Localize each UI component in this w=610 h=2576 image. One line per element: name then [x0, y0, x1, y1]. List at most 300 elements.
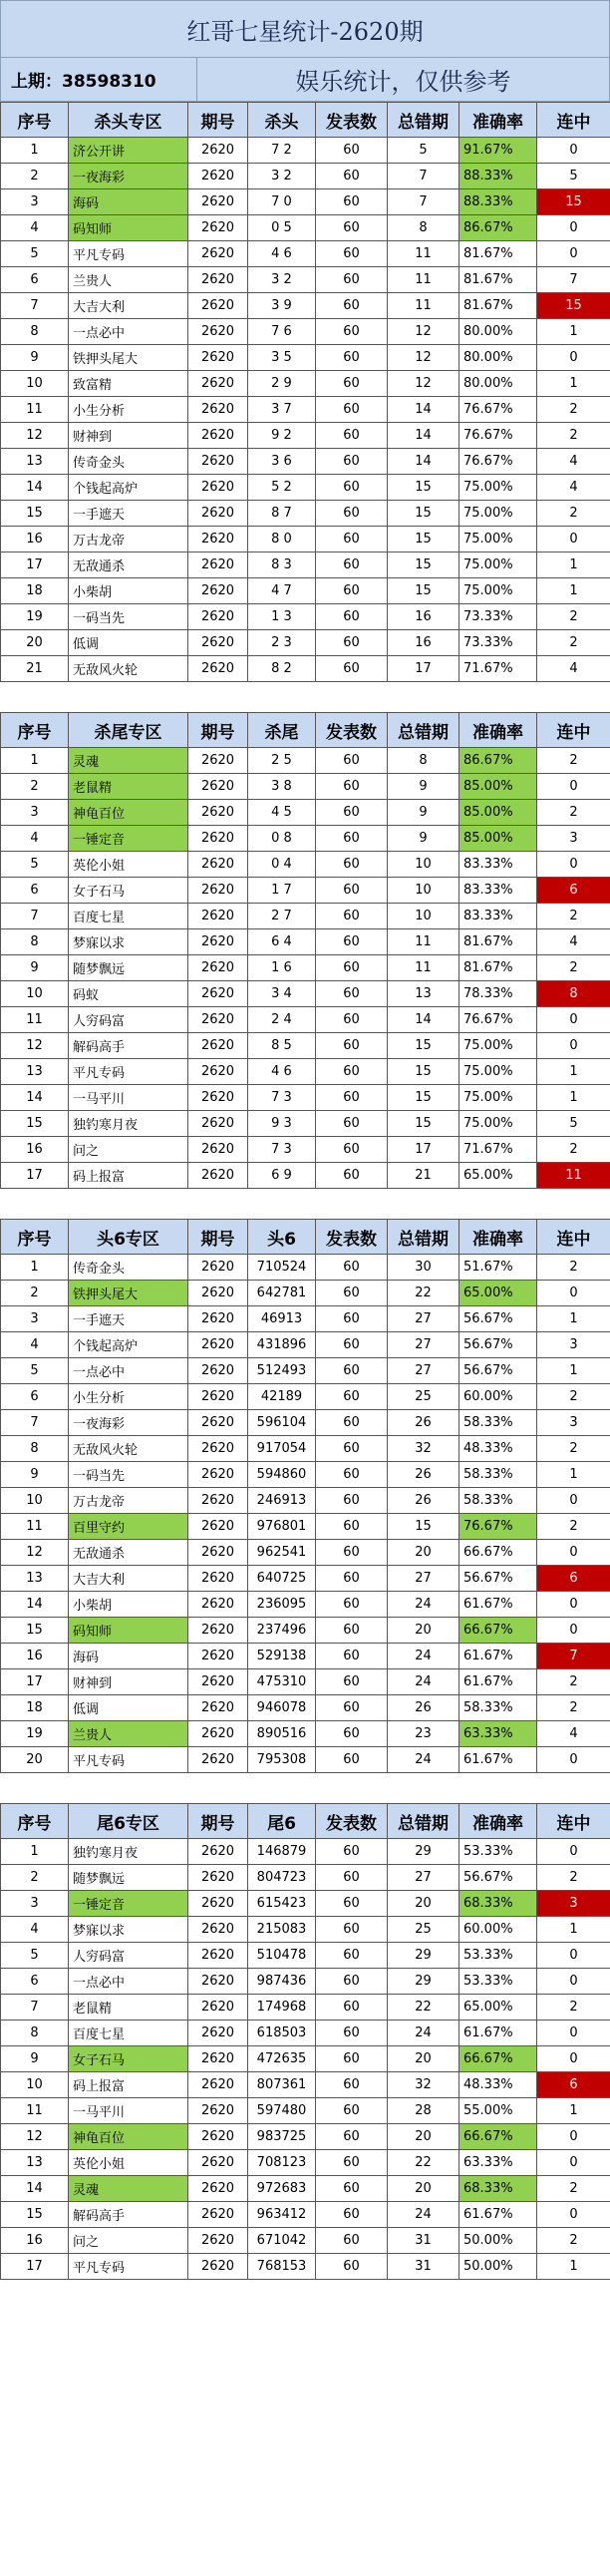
header-zone: 尾6专区: [69, 1804, 188, 1839]
table-row: [1, 852, 610, 878]
cell-count: 60: [316, 904, 388, 929]
cell-value: 510478: [248, 1943, 316, 1969]
table-row: [1, 774, 610, 800]
cell-count: 60: [316, 1839, 388, 1865]
cell-value: 246913: [248, 1488, 316, 1514]
cell-count: 60: [316, 1669, 388, 1695]
cell-streak: 1: [537, 2098, 610, 2124]
cell-errors: 27: [388, 1566, 459, 1592]
table-row: [1, 1007, 610, 1033]
section-gap: [0, 1189, 610, 1219]
cell-streak: 1: [537, 1462, 610, 1488]
cell-no: 8: [1, 929, 69, 955]
cell-accuracy: 83.33%: [459, 878, 537, 904]
cell-streak: 2: [537, 501, 610, 527]
cell-errors: 21: [388, 1163, 459, 1189]
cell-no: 3: [1, 189, 69, 215]
cell-value: 0 4: [248, 852, 316, 878]
cell-period: 2620: [188, 1995, 248, 2021]
cell-name: 无敌通杀: [69, 552, 188, 578]
cell-period: 2620: [188, 1540, 248, 1566]
header-no: 序号: [1, 1220, 69, 1255]
cell-streak: 0: [537, 1540, 610, 1566]
header-no: 序号: [1, 713, 69, 748]
cell-value: 983725: [248, 2124, 316, 2150]
cell-no: 13: [1, 1566, 69, 1592]
cell-count: 60: [316, 578, 388, 604]
cell-errors: 8: [388, 748, 459, 774]
cell-count: 60: [316, 293, 388, 319]
cell-period: 2620: [188, 1891, 248, 1917]
table-row: [1, 1969, 610, 1995]
table-row: [1, 1111, 610, 1137]
cell-name: 独钓寒月夜: [69, 1839, 188, 1865]
cell-name: 灵魂: [69, 748, 188, 774]
cell-streak: 0: [537, 1618, 610, 1644]
cell-name: 个钱起高炉: [69, 475, 188, 501]
cell-errors: 20: [388, 2176, 459, 2202]
cell-no: 10: [1, 2072, 69, 2098]
table-row: [1, 397, 610, 423]
cell-name: 随梦飘远: [69, 1865, 188, 1891]
cell-errors: 28: [388, 2098, 459, 2124]
table-row: [1, 293, 610, 319]
cell-accuracy: 56.67%: [459, 1566, 537, 1592]
table-row: [1, 1839, 610, 1865]
header-period: 期号: [188, 713, 248, 748]
cell-value: 4 7: [248, 578, 316, 604]
cell-no: 9: [1, 955, 69, 981]
cell-errors: 20: [388, 1891, 459, 1917]
cell-errors: 29: [388, 1969, 459, 1995]
cell-count: 60: [316, 1306, 388, 1332]
cell-no: 4: [1, 215, 69, 241]
cell-value: 972683: [248, 2176, 316, 2202]
table-row: [1, 241, 610, 267]
cell-period: 2620: [188, 293, 248, 319]
cell-accuracy: 53.33%: [459, 1969, 537, 1995]
cell-errors: 15: [388, 1514, 459, 1540]
cell-accuracy: 86.67%: [459, 748, 537, 774]
cell-accuracy: 61.67%: [459, 2021, 537, 2046]
cell-name: 英伦小姐: [69, 2150, 188, 2176]
cell-accuracy: 65.00%: [459, 1281, 537, 1306]
cell-value: 807361: [248, 2072, 316, 2098]
cell-errors: 10: [388, 878, 459, 904]
cell-name: 女子石马: [69, 878, 188, 904]
cell-value: 4 5: [248, 800, 316, 826]
cell-errors: 8: [388, 215, 459, 241]
cell-streak: 0: [537, 241, 610, 267]
table-row: [1, 1917, 610, 1943]
cell-no: 13: [1, 449, 69, 475]
table-row: [1, 929, 610, 955]
cell-name: 小柴胡: [69, 578, 188, 604]
cell-name: 海码: [69, 1644, 188, 1669]
cell-value: 3 2: [248, 164, 316, 189]
cell-name: 一夜海彩: [69, 164, 188, 189]
cell-name: 一锤定音: [69, 826, 188, 852]
cell-streak: 1: [537, 319, 610, 345]
cell-name: 梦寐以求: [69, 929, 188, 955]
cell-name: 码上报富: [69, 1163, 188, 1189]
cell-count: 60: [316, 748, 388, 774]
cell-name: 财神到: [69, 1669, 188, 1695]
cell-accuracy: 76.67%: [459, 449, 537, 475]
table-header-row: [1, 103, 610, 138]
cell-count: 60: [316, 1891, 388, 1917]
cell-streak: 1: [537, 1059, 610, 1085]
cell-no: 9: [1, 2046, 69, 2072]
cell-errors: 15: [388, 552, 459, 578]
header-value: 杀尾: [248, 713, 316, 748]
cell-errors: 11: [388, 267, 459, 293]
cell-accuracy: 76.67%: [459, 1007, 537, 1033]
cell-name: 问之: [69, 2228, 188, 2254]
table-header-row: [1, 713, 610, 748]
cell-period: 2620: [188, 1281, 248, 1306]
cell-name: 独钓寒月夜: [69, 1111, 188, 1137]
section-gap: [0, 1773, 610, 1803]
cell-name: 低调: [69, 1695, 188, 1721]
cell-streak: 2: [537, 1436, 610, 1462]
cell-no: 2: [1, 1281, 69, 1306]
table-row: [1, 878, 610, 904]
cell-streak: 4: [537, 449, 610, 475]
cell-name: 一锤定音: [69, 1891, 188, 1917]
cell-no: 13: [1, 1059, 69, 1085]
cell-period: 2620: [188, 1566, 248, 1592]
cell-period: 2620: [188, 1111, 248, 1137]
cell-count: 60: [316, 1618, 388, 1644]
cell-errors: 15: [388, 475, 459, 501]
table-row: [1, 800, 610, 826]
cell-period: 2620: [188, 2098, 248, 2124]
cell-period: 2620: [188, 1255, 248, 1281]
cell-count: 60: [316, 1436, 388, 1462]
cell-name: 英伦小姐: [69, 852, 188, 878]
cell-no: 16: [1, 1644, 69, 1669]
cell-name: 一码当先: [69, 604, 188, 630]
cell-streak: 0: [537, 1839, 610, 1865]
cell-value: 472635: [248, 2046, 316, 2072]
cell-period: 2620: [188, 501, 248, 527]
previous-result: 上期：38598310: [1, 58, 197, 101]
table-row: [1, 164, 610, 189]
cell-accuracy: 65.00%: [459, 1163, 537, 1189]
cell-accuracy: 75.00%: [459, 1033, 537, 1059]
cell-accuracy: 65.00%: [459, 1995, 537, 2021]
cell-value: 529138: [248, 1644, 316, 1669]
cell-value: 512493: [248, 1358, 316, 1384]
cell-name: 神龟百位: [69, 800, 188, 826]
cell-errors: 31: [388, 2228, 459, 2254]
cell-no: 10: [1, 1488, 69, 1514]
cell-period: 2620: [188, 1306, 248, 1332]
cell-no: 5: [1, 1358, 69, 1384]
cell-name: 万古龙帝: [69, 1488, 188, 1514]
cell-period: 2620: [188, 929, 248, 955]
cell-count: 60: [316, 878, 388, 904]
cell-accuracy: 75.00%: [459, 578, 537, 604]
cell-count: 60: [316, 164, 388, 189]
cell-accuracy: 61.67%: [459, 1592, 537, 1618]
cell-errors: 29: [388, 1943, 459, 1969]
cell-period: 2620: [188, 319, 248, 345]
cell-errors: 20: [388, 1618, 459, 1644]
cell-accuracy: 75.00%: [459, 1085, 537, 1111]
cell-accuracy: 75.00%: [459, 1111, 537, 1137]
cell-value: 174968: [248, 1995, 316, 2021]
cell-streak: 0: [537, 1943, 610, 1969]
cell-name: 女子石马: [69, 2046, 188, 2072]
cell-streak: 0: [537, 1033, 610, 1059]
cell-period: 2620: [188, 1410, 248, 1436]
cell-name: 码蚁: [69, 981, 188, 1007]
cell-no: 17: [1, 2254, 69, 2280]
cell-value: 594860: [248, 1462, 316, 1488]
cell-errors: 27: [388, 1332, 459, 1358]
sub-header: [0, 58, 610, 102]
cell-errors: 27: [388, 1865, 459, 1891]
cell-period: 2620: [188, 904, 248, 929]
table-row: [1, 371, 610, 397]
header-errors: 总错期: [388, 103, 459, 138]
cell-count: 60: [316, 371, 388, 397]
cell-accuracy: 80.00%: [459, 371, 537, 397]
table-row: [1, 319, 610, 345]
tables-container: [0, 102, 610, 2280]
cell-streak: 7: [537, 267, 610, 293]
cell-no: 10: [1, 371, 69, 397]
cell-accuracy: 85.00%: [459, 826, 537, 852]
cell-value: 3 4: [248, 981, 316, 1007]
cell-streak: 6: [537, 2072, 610, 2098]
cell-streak: 0: [537, 2021, 610, 2046]
cell-period: 2620: [188, 1007, 248, 1033]
table-row: [1, 2021, 610, 2046]
cell-errors: 26: [388, 1462, 459, 1488]
cell-accuracy: 91.67%: [459, 138, 537, 164]
cell-value: 642781: [248, 1281, 316, 1306]
cell-errors: 16: [388, 604, 459, 630]
cell-value: 2 5: [248, 748, 316, 774]
header-accuracy: 准确率: [459, 1220, 537, 1255]
cell-accuracy: 50.00%: [459, 2254, 537, 2280]
cell-streak: 2: [537, 1865, 610, 1891]
cell-errors: 15: [388, 501, 459, 527]
cell-count: 60: [316, 1085, 388, 1111]
cell-streak: 2: [537, 2228, 610, 2254]
cell-count: 60: [316, 527, 388, 552]
table-row: [1, 1085, 610, 1111]
cell-streak: 2: [537, 1514, 610, 1540]
cell-errors: 20: [388, 2124, 459, 2150]
table-row: [1, 1255, 610, 1281]
cell-period: 2620: [188, 138, 248, 164]
cell-count: 60: [316, 604, 388, 630]
cell-errors: 12: [388, 371, 459, 397]
cell-period: 2620: [188, 2176, 248, 2202]
cell-period: 2620: [188, 2046, 248, 2072]
table-row: [1, 1436, 610, 1462]
cell-streak: 0: [537, 215, 610, 241]
cell-accuracy: 75.00%: [459, 501, 537, 527]
cell-period: 2620: [188, 1695, 248, 1721]
cell-errors: 14: [388, 397, 459, 423]
cell-name: 小生分析: [69, 1384, 188, 1410]
cell-period: 2620: [188, 449, 248, 475]
cell-name: 梦寐以求: [69, 1917, 188, 1943]
table-row: [1, 449, 610, 475]
cell-count: 60: [316, 1358, 388, 1384]
cell-accuracy: 61.67%: [459, 2202, 537, 2228]
cell-accuracy: 78.33%: [459, 981, 537, 1007]
table-row: [1, 1137, 610, 1163]
cell-errors: 15: [388, 578, 459, 604]
cell-count: 60: [316, 929, 388, 955]
cell-accuracy: 56.67%: [459, 1332, 537, 1358]
header-errors: 总错期: [388, 1220, 459, 1255]
cell-period: 2620: [188, 345, 248, 371]
cell-accuracy: 66.67%: [459, 1540, 537, 1566]
cell-count: 60: [316, 189, 388, 215]
cell-period: 2620: [188, 215, 248, 241]
cell-name: 无敌通杀: [69, 1540, 188, 1566]
cell-streak: 0: [537, 1007, 610, 1033]
table-row: [1, 1281, 610, 1306]
table-row: [1, 1943, 610, 1969]
cell-accuracy: 61.67%: [459, 1644, 537, 1669]
cell-accuracy: 71.67%: [459, 656, 537, 682]
header-count: 发表数: [316, 103, 388, 138]
cell-period: 2620: [188, 1137, 248, 1163]
cell-streak: 0: [537, 2046, 610, 2072]
cell-streak: 4: [537, 475, 610, 501]
cell-errors: 27: [388, 1306, 459, 1332]
table-row: [1, 578, 610, 604]
table-row: [1, 527, 610, 552]
table-row: [1, 1358, 610, 1384]
cell-name: 百里守约: [69, 1514, 188, 1540]
cell-name: 随梦飘远: [69, 955, 188, 981]
cell-no: 8: [1, 2021, 69, 2046]
cell-name: 海码: [69, 189, 188, 215]
stats-table: [0, 1803, 610, 2280]
cell-no: 18: [1, 578, 69, 604]
cell-accuracy: 75.00%: [459, 552, 537, 578]
table-row: [1, 748, 610, 774]
cell-errors: 10: [388, 852, 459, 878]
cell-period: 2620: [188, 1163, 248, 1189]
cell-accuracy: 63.33%: [459, 1721, 537, 1747]
cell-no: 16: [1, 2228, 69, 2254]
cell-count: 60: [316, 1111, 388, 1137]
cell-value: 7 3: [248, 1085, 316, 1111]
cell-count: 60: [316, 852, 388, 878]
cell-value: 8 7: [248, 501, 316, 527]
cell-accuracy: 83.33%: [459, 904, 537, 929]
cell-errors: 27: [388, 1358, 459, 1384]
cell-value: 3 5: [248, 345, 316, 371]
table-row: [1, 2176, 610, 2202]
cell-no: 9: [1, 1462, 69, 1488]
cell-accuracy: 53.33%: [459, 1839, 537, 1865]
cell-value: 0 5: [248, 215, 316, 241]
cell-name: 致富精: [69, 371, 188, 397]
cell-name: 老鼠精: [69, 774, 188, 800]
cell-streak: 1: [537, 578, 610, 604]
cell-value: 618503: [248, 2021, 316, 2046]
table-row: [1, 1995, 610, 2021]
cell-name: 兰贵人: [69, 1721, 188, 1747]
cell-period: 2620: [188, 1332, 248, 1358]
cell-period: 2620: [188, 2228, 248, 2254]
cell-name: 万古龙帝: [69, 527, 188, 552]
cell-no: 3: [1, 800, 69, 826]
cell-errors: 9: [388, 826, 459, 852]
cell-no: 6: [1, 267, 69, 293]
stats-table: [0, 712, 610, 1189]
cell-period: 2620: [188, 1514, 248, 1540]
cell-no: 2: [1, 774, 69, 800]
cell-name: 码上报富: [69, 2072, 188, 2098]
cell-value: 1 7: [248, 878, 316, 904]
cell-name: 大吉大利: [69, 1566, 188, 1592]
table-row: [1, 1033, 610, 1059]
cell-name: 小生分析: [69, 397, 188, 423]
cell-accuracy: 51.67%: [459, 1255, 537, 1281]
cell-streak: 1: [537, 371, 610, 397]
table-row: [1, 1618, 610, 1644]
cell-errors: 26: [388, 1410, 459, 1436]
cell-no: 6: [1, 878, 69, 904]
cell-count: 60: [316, 1033, 388, 1059]
cell-name: 问之: [69, 1137, 188, 1163]
cell-count: 60: [316, 656, 388, 682]
cell-streak: 5: [537, 164, 610, 189]
cell-count: 60: [316, 267, 388, 293]
cell-accuracy: 56.67%: [459, 1358, 537, 1384]
slogan: 娱乐统计，仅供参考: [295, 68, 511, 96]
cell-no: 21: [1, 656, 69, 682]
cell-errors: 20: [388, 2046, 459, 2072]
cell-accuracy: 88.33%: [459, 189, 537, 215]
cell-streak: 2: [537, 1669, 610, 1695]
header-count: 发表数: [316, 1220, 388, 1255]
cell-no: 15: [1, 1618, 69, 1644]
table-row: [1, 1163, 610, 1189]
cell-count: 60: [316, 1695, 388, 1721]
cell-streak: 4: [537, 1721, 610, 1747]
cell-errors: 32: [388, 1436, 459, 1462]
cell-name: 一手遮天: [69, 1306, 188, 1332]
cell-accuracy: 73.33%: [459, 630, 537, 656]
cell-period: 2620: [188, 267, 248, 293]
cell-errors: 24: [388, 1747, 459, 1773]
cell-name: 平凡专码: [69, 1059, 188, 1085]
cell-streak: 0: [537, 2150, 610, 2176]
cell-value: 615423: [248, 1891, 316, 1917]
table-row: [1, 345, 610, 371]
cell-period: 2620: [188, 1462, 248, 1488]
cell-value: 962541: [248, 1540, 316, 1566]
cell-errors: 32: [388, 2072, 459, 2098]
cell-no: 10: [1, 981, 69, 1007]
cell-period: 2620: [188, 1033, 248, 1059]
cell-errors: 9: [388, 774, 459, 800]
cell-errors: 20: [388, 1540, 459, 1566]
